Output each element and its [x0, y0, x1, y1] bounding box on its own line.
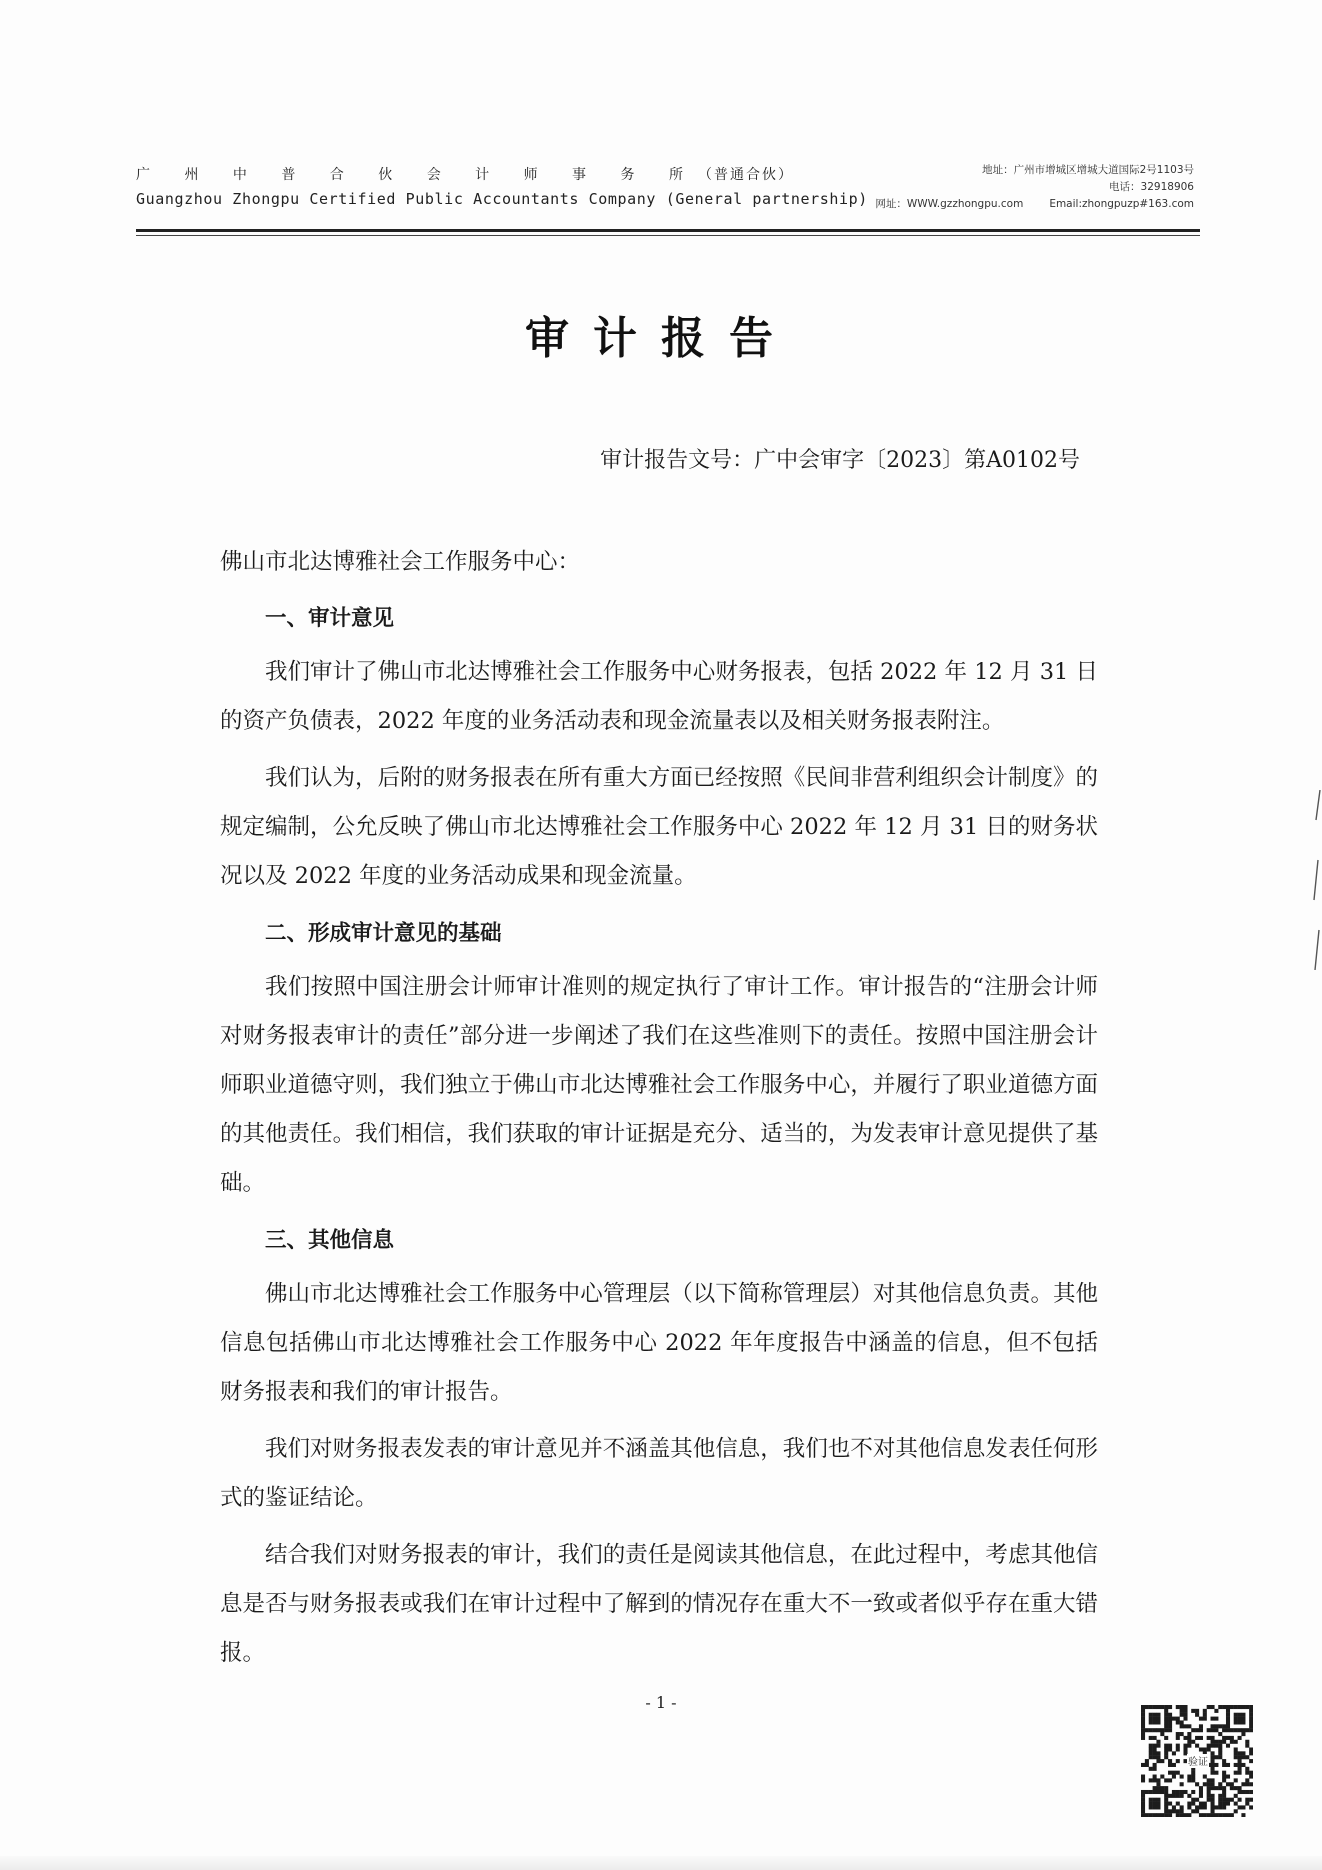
scan-edge-mark [1312, 790, 1322, 970]
firm-name-en: Guangzhou Zhongpu Certified Public Accountants Company (General partnership) [136, 190, 868, 208]
paragraph: 佛山市北达博雅社会工作服务中心管理层（以下简称管理层）对其他信息负责。其他信息包括佛山市北达博雅社会工作服务中心 2022 年年度报告中涵盖的信息，但不包括财务报表和我们的审计报告。 [220, 1281, 1098, 1405]
verification-qr-code [1141, 1705, 1253, 1817]
firm-name-cn-text: 广 州 中 普 合 伙 会 计 师 事 务 所 [136, 167, 698, 183]
addressee: 佛山市北达博雅社会工作服务中心： [220, 549, 581, 575]
letterhead-rule-thin [136, 235, 1200, 236]
section-heading-opinion: 一、审计意见 [265, 606, 395, 631]
paragraph: 我们对财务报表发表的审计意见并不涵盖其他信息，我们也不对其他信息发表任何形式的鉴证结论。 [220, 1436, 1098, 1511]
firm-address: 地址：广州市增城区增城大道国际2号1103号 [982, 164, 1194, 176]
letterhead-firm [136, 164, 868, 208]
report-body [220, 538, 1098, 1686]
firm-website: 网址：WWW.gzzhongpu.com [875, 198, 1024, 210]
paragraph: 我们审计了佛山市北达博雅社会工作服务中心财务报表，包括 2022 年 12 月 31 日的资产负债表，2022 年度的业务活动表和现金流量表以及相关财务报表附注。 [220, 659, 1098, 734]
report-doc-number: 审计报告文号：广中会审字〔2023〕第A0102号 [600, 448, 1080, 473]
scan-bottom-edge [0, 1856, 1322, 1870]
paragraph: 结合我们对财务报表的审计，我们的责任是阅读其他信息，在此过程中，考虑其他信息是否与财务报表或我们在审计过程中了解到的情况存在重大不一致或者似乎存在重大错报。 [220, 1542, 1098, 1666]
paragraph: 我们按照中国注册会计师审计准则的规定执行了审计工作。审计报告的“注册会计师对财务报表审计的责任”部分进一步阐述了我们在这些准则下的责任。按照中国注册会计师职业道德守则，我们独立于佛山市北达博雅社会工作服务中心，并履行了职业道德方面的其他责任。我们相信，我们获取的审计证据是充分、适当的，为发表审计意见提供了基础。 [220, 974, 1098, 1196]
firm-type-cn: （普通合伙） [697, 167, 794, 183]
report-title: 审计报告 [525, 313, 797, 364]
firm-name-cn [136, 164, 836, 184]
letterhead-contact [834, 162, 1194, 213]
firm-web-email [834, 196, 1194, 213]
section-heading-basis: 二、形成审计意见的基础 [265, 921, 502, 946]
firm-phone: 电话：32918906 [1109, 181, 1194, 193]
firm-email: Email:zhongpuzp#163.com [1049, 198, 1194, 210]
letterhead-rule-thick [136, 229, 1200, 232]
svg-text:验证: 验证 [1188, 1757, 1208, 1768]
paragraph: 我们认为，后附的财务报表在所有重大方面已经按照《民间非营利组织会计制度》的规定编制，公允反映了佛山市北达博雅社会工作服务中心 2022 年 12 月 31 日的财务状况以及 2022 年度的业务活动成果和现金流量。 [220, 765, 1098, 889]
page-number: - 1 - [645, 1693, 677, 1712]
section-heading-other-info: 三、其他信息 [265, 1228, 395, 1253]
